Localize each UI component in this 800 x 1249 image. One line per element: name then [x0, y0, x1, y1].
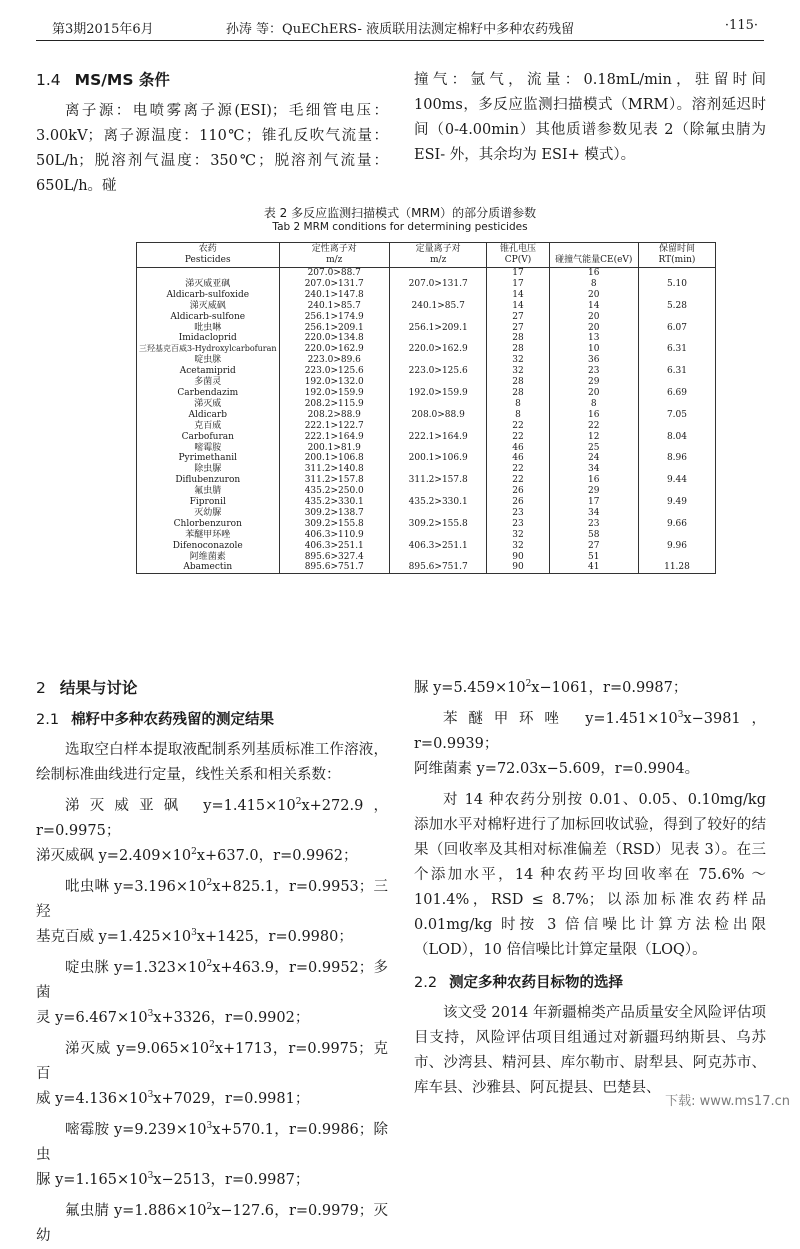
equation-text: 氟虫腈 $y=1.886\times 10^2x-127.6$，r=0.9979；灭幼: [36, 1202, 389, 1244]
table-header-row: [137, 243, 716, 268]
table-cell-ce: 8: [549, 399, 638, 410]
table-cell-ce: 22: [549, 421, 638, 432]
table-cell-qual: 406.3>251.1: [279, 541, 389, 552]
table-cell-qual: 256.1>209.1: [279, 323, 389, 334]
table-cell-quant: [389, 530, 486, 541]
table-cell-rt: 8.96: [638, 453, 715, 464]
table-cell-name: Pyrimethanil: [137, 453, 280, 464]
table-cell-qual: 192.0>132.0: [279, 377, 389, 388]
mrm-parameters-table: [136, 242, 716, 574]
table-cell-rt: [638, 268, 715, 279]
table-row: [137, 312, 716, 323]
table-row: [137, 388, 716, 399]
table-cell-ce: 20: [549, 323, 638, 334]
equation-text: 啶虫脒 $y=1.323\times 10^2x+463.9$，r=0.9952；多菌: [36, 959, 389, 1001]
table-cell-cv: 28: [487, 388, 549, 399]
table-cell-cv: 23: [487, 508, 549, 519]
ms-conditions-text: 离子源：电喷雾离子源(ESI)；毛细管电压：3.00kV；离子源温度：110℃；锥孔反吹气流量：50L/h；脱溶剂气温度：350℃；脱溶剂气流量：650L/h。碰: [36, 103, 388, 194]
table-cell-cv: 23: [487, 519, 549, 530]
table-cell-rt: 9.66: [638, 519, 715, 530]
table-cell-quant: [389, 443, 486, 454]
col-pesticides: 农药 Pesticides: [137, 243, 280, 268]
col-quantitative-ion: 定量离子对 m/z: [389, 243, 486, 268]
table-cell-ce: 10: [549, 344, 638, 355]
table-cell-cv: 8: [487, 399, 549, 410]
table-cell-ce: 14: [549, 301, 638, 312]
table-cell-qual: 240.1>85.7: [279, 301, 389, 312]
table-row: [137, 486, 716, 497]
table-cell-rt: [638, 312, 715, 323]
table-cell-qual: 220.0>162.9: [279, 344, 389, 355]
table-cell-rt: [638, 377, 715, 388]
table-cell-cv: 27: [487, 312, 549, 323]
table-cell-ce: 20: [549, 312, 638, 323]
table-cell-rt: [638, 552, 715, 563]
table-cell-rt: 5.28: [638, 301, 715, 312]
table-cell-qual: 208.2>88.9: [279, 410, 389, 421]
table-cell-quant: 311.2>157.8: [389, 475, 486, 486]
table-cell-ce: 13: [549, 333, 638, 344]
table-cell-qual: 200.1>106.8: [279, 453, 389, 464]
table-cell-qual: 222.1>164.9: [279, 432, 389, 443]
table-cell-quant: [389, 355, 486, 366]
equation-text: 基克百威 $y=1.425\times 10^3x+1425$，r=0.9980；: [36, 928, 353, 945]
col-cone-voltage: 锥孔电压 CP(V): [487, 243, 549, 268]
table-cell-cv: 8: [487, 410, 549, 421]
table-cell-quant: 208.0>88.9: [389, 410, 486, 421]
table-row: [137, 562, 716, 573]
table-cell-qual: 309.2>138.7: [279, 508, 389, 519]
table-row: [137, 399, 716, 410]
table-cell-ce: 12: [549, 432, 638, 443]
table-cell-quant: 223.0>125.6: [389, 366, 486, 377]
table-cell-name: Chlorbenzuron: [137, 519, 280, 530]
table-cell-quant: 222.1>164.9: [389, 432, 486, 443]
table-cell-name: 灭幼脲: [137, 508, 280, 519]
table-cell-name: 多菌灵: [137, 377, 280, 388]
table-cell-name: Diflubenzuron: [137, 475, 280, 486]
table-row: [137, 355, 716, 366]
table-row: [137, 475, 716, 486]
table-cell-quant: 240.1>85.7: [389, 301, 486, 312]
table-cell-name: 除虫脲: [137, 464, 280, 475]
table-cell-cv: 32: [487, 355, 549, 366]
table-cell-cv: 22: [487, 475, 549, 486]
page-number: ·115·: [724, 18, 758, 33]
table-cell-cv: 22: [487, 421, 549, 432]
equation-text: 苯醚甲环唑 $y=1.451\times 10^3x-3981$，r=0.9939；: [414, 710, 767, 752]
ms-conditions-continued: 撞气：氩气，流量：0.18mL/min，驻留时间 100ms，多反应监测扫描模式（MRM）。溶剂延迟时间（0-4.00min）其他质谱参数见表 2（除氟虫腈为 ESI- 外，其余均为 ESI+ 模式）。: [414, 72, 766, 163]
table-cell-rt: 6.07: [638, 323, 715, 334]
table-cell-quant: 200.1>106.9: [389, 453, 486, 464]
table-cell-rt: [638, 443, 715, 454]
table-cell-ce: 23: [549, 366, 638, 377]
table-cell-rt: 6.69: [638, 388, 715, 399]
site-watermark: 下载: www.ms17.cn: [665, 1094, 790, 1109]
table-cell-name: 嘧霉胺: [137, 443, 280, 454]
table-row: [137, 552, 716, 563]
table-cell-name: 涕灭威亚砜: [137, 279, 280, 290]
table-row: [137, 366, 716, 377]
section-1-4-heading: 1.4 MS/MS 条件: [36, 71, 170, 89]
table-cell-cv: 46: [487, 453, 549, 464]
table-row: [137, 290, 716, 301]
table-cell-ce: 29: [549, 377, 638, 388]
table-cell-ce: 25: [549, 443, 638, 454]
table-row: [137, 432, 716, 443]
table-cell-rt: 5.10: [638, 279, 715, 290]
table-cell-name: 涕灭威砜: [137, 301, 280, 312]
table-cell-qual: 207.0>88.7: [279, 268, 389, 279]
table-row: [137, 410, 716, 421]
table-cell-cv: 22: [487, 432, 549, 443]
table-cell-ce: 24: [549, 453, 638, 464]
table-body: [137, 268, 716, 574]
col-collision-energy: 碰撞气能量CE(eV): [549, 243, 638, 268]
table-cell-qual: 406.3>110.9: [279, 530, 389, 541]
table-cell-name: Aldicarb-sulfoxide: [137, 290, 280, 301]
equation-text: 威 $y=4.136\times 10^3x+7029$，r=0.9981；: [36, 1090, 310, 1107]
table-cell-ce: 51: [549, 552, 638, 563]
table-row: [137, 443, 716, 454]
table-cell-cv: 32: [487, 366, 549, 377]
col-retention-time: 保留时间 RT(min): [638, 243, 715, 268]
table-cell-name: 苯醚甲环唑: [137, 530, 280, 541]
table-cell-name: Imidacloprid: [137, 333, 280, 344]
table-cell-cv: 27: [487, 323, 549, 334]
table-cell-qual: 435.2>250.0: [279, 486, 389, 497]
table-cell-rt: [638, 486, 715, 497]
table-cell-quant: 256.1>209.1: [389, 323, 486, 334]
table-cell-cv: 32: [487, 530, 549, 541]
table-cell-cv: 22: [487, 464, 549, 475]
equation-text: 涕灭威 $y=9.065\times 10^2x+1713$，r=0.9975；克百: [36, 1040, 389, 1082]
table-cell-quant: 435.2>330.1: [389, 497, 486, 508]
table-cell-rt: 7.05: [638, 410, 715, 421]
equation-text: 阿维菌素 y=72.03x−5.609，r=0.9904。: [414, 761, 700, 777]
table-row: [137, 421, 716, 432]
col-qualitative-ion: 定性离子对 m/z: [279, 243, 389, 268]
table-cell-ce: 34: [549, 508, 638, 519]
table-cell-quant: 309.2>155.8: [389, 519, 486, 530]
section-2-heading: 2 结果与讨论: [36, 679, 138, 697]
target-selection-paragraph: 该文受 2014 年新疆棉类产品质量安全风险评估项目支持，风险评估项目组通过对新疆玛纳斯县、乌苏市、沙湾县、精河县、库尔勒市、尉犁县、阿克苏市、库车县、沙雅县、阿瓦提县、巴楚县、: [414, 1005, 766, 1096]
table-cell-quant: [389, 421, 486, 432]
section-2-1-heading: 2.1 棉籽中多种农药残留的测定结果: [36, 712, 275, 728]
table-cell-ce: 58: [549, 530, 638, 541]
table-row: [137, 344, 716, 355]
equation-text: 灵 $y=6.467\times 10^3x+3326$，r=0.9902；: [36, 1009, 310, 1026]
table-cell-qual: 240.1>147.8: [279, 290, 389, 301]
table-cell-qual: 895.6>751.7: [279, 562, 389, 573]
equation-text: 吡虫啉 $y=3.196\times 10^2x+825.1$，r=0.9953；三羟: [36, 878, 389, 920]
table-cell-ce: 41: [549, 562, 638, 573]
table-cell-ce: 16: [549, 268, 638, 279]
table-cell-qual: 208.2>115.9: [279, 399, 389, 410]
table-cell-cv: 28: [487, 344, 549, 355]
table-cell-ce: 17: [549, 497, 638, 508]
table-cell-quant: 406.3>251.1: [389, 541, 486, 552]
table-cell-name: 啶虫脒: [137, 355, 280, 366]
table-cell-qual: 311.2>157.8: [279, 475, 389, 486]
table-cell-name: Carbofuran: [137, 432, 280, 443]
table-cell-ce: 36: [549, 355, 638, 366]
table-cell-rt: 9.44: [638, 475, 715, 486]
section-2-2-heading: 2.2 测定多种农药目标物的选择: [414, 975, 624, 991]
table-cell-rt: [638, 421, 715, 432]
table-cell-name: 氟虫腈: [137, 486, 280, 497]
table-cell-rt: 11.28: [638, 562, 715, 573]
table-cell-rt: [638, 399, 715, 410]
table-cell-qual: 309.2>155.8: [279, 519, 389, 530]
table-cell-qual: 435.2>330.1: [279, 497, 389, 508]
table-cell-name: Aldicarb-sulfone: [137, 312, 280, 323]
table-row: [137, 497, 716, 508]
table-cell-rt: 6.31: [638, 366, 715, 377]
table-cell-quant: 220.0>162.9: [389, 344, 486, 355]
table-cell-name: Abamectin: [137, 562, 280, 573]
table-row: [137, 333, 716, 344]
table-cell-qual: 311.2>140.8: [279, 464, 389, 475]
equation-text: 脲 $y=1.165\times 10^3x-2513$，r=0.9987；: [36, 1171, 310, 1188]
table-cell-quant: 895.6>751.7: [389, 562, 486, 573]
table-cell-ce: 29: [549, 486, 638, 497]
table-row: [137, 268, 716, 279]
table-cell-rt: [638, 333, 715, 344]
table-row: [137, 541, 716, 552]
table-cell-quant: 192.0>159.9: [389, 388, 486, 399]
table-cell-ce: 23: [549, 519, 638, 530]
table-cell-ce: 8: [549, 279, 638, 290]
table-cell-name: Aldicarb: [137, 410, 280, 421]
table-cell-rt: [638, 530, 715, 541]
table-cell-cv: 17: [487, 279, 549, 290]
table-cell-ce: 20: [549, 290, 638, 301]
table-cell-rt: 9.96: [638, 541, 715, 552]
equation-text: 涕灭威砜 $y=2.409\times 10^2x+637.0$，r=0.9962；: [36, 847, 358, 864]
table-cell-name: Carbendazim: [137, 388, 280, 399]
running-title: 孙涛 等：QuEChERS- 液质联用法测定棉籽中多种农药残留: [225, 22, 575, 37]
recovery-paragraph: 对 14 种农药分别按 0.01、0.05、0.10mg/kg 添加水平对棉籽进行了加标回收试验，得到了较好的结果（回收率及其相对标准偏差（RSD）见表 3）。在三个添加水平，14 种农药平均回收率在 75.6% ～ 101.4%，RSD ≤ 8.7%；以添加标准农药样品 0.01mg/kg 时按 3 倍信噪比计算方法检出限（LOD），10 倍信噪比计算定量限（LOQ）。: [414, 792, 766, 958]
table-cell-name: 三羟基克百威3-Hydroxylcarbofuran: [137, 344, 280, 355]
table-row: [137, 508, 716, 519]
table-cell-qual: 223.0>125.6: [279, 366, 389, 377]
table-cell-ce: 20: [549, 388, 638, 399]
equation-text: 脲 $y=5.459\times 10^2x-1061$，r=0.9987；: [414, 679, 688, 696]
table-cell-qual: 192.0>159.9: [279, 388, 389, 399]
table-cell-quant: [389, 464, 486, 475]
table-cell-quant: [389, 290, 486, 301]
table-cell-qual: 256.1>174.9: [279, 312, 389, 323]
table-row: [137, 464, 716, 475]
table-cell-rt: 8.04: [638, 432, 715, 443]
table-cell-cv: 14: [487, 290, 549, 301]
table-cell-cv: 90: [487, 552, 549, 563]
table-row: [137, 301, 716, 312]
table-cell-qual: 200.1>81.9: [279, 443, 389, 454]
table-cell-quant: 207.0>131.7: [389, 279, 486, 290]
table-cell-rt: [638, 464, 715, 475]
table-cell-qual: 223.0>89.6: [279, 355, 389, 366]
table-cell-cv: 26: [487, 486, 549, 497]
table-cell-name: Fipronil: [137, 497, 280, 508]
table-row: [137, 519, 716, 530]
table-cell-cv: 17: [487, 268, 549, 279]
equation-text: 嘧霉胺 $y=9.239\times 10^3x+570.1$，r=0.9986；除虫: [36, 1121, 389, 1163]
table-cell-quant: [389, 399, 486, 410]
table-caption-cn: 表 2 多反应监测扫描模式（MRM）的部分质谱参数: [263, 206, 537, 220]
table-cell-rt: 9.49: [638, 497, 715, 508]
table-cell-quant: [389, 486, 486, 497]
table-cell-ce: 27: [549, 541, 638, 552]
table-cell-quant: [389, 268, 486, 279]
table-cell-ce: 16: [549, 410, 638, 421]
table-cell-name: 吡虫啉: [137, 323, 280, 334]
table-cell-name: 阿维菌素: [137, 552, 280, 563]
table-cell-rt: [638, 290, 715, 301]
table-cell-cv: 28: [487, 377, 549, 388]
table-row: [137, 323, 716, 334]
table-cell-ce: 34: [549, 464, 638, 475]
table-cell-quant: [389, 552, 486, 563]
table-cell-quant: [389, 333, 486, 344]
table-cell-quant: [389, 312, 486, 323]
table-cell-rt: [638, 355, 715, 366]
table-cell-qual: 222.1>122.7: [279, 421, 389, 432]
table-cell-qual: 220.0>134.8: [279, 333, 389, 344]
table-cell-rt: [638, 508, 715, 519]
results-right-column: [414, 676, 766, 1101]
table-cell-cv: 26: [487, 497, 549, 508]
section-1-4-right: [414, 68, 766, 168]
section-1-4-left: [36, 68, 388, 199]
issue-label: 第3期2015年6月: [52, 22, 154, 37]
table-cell-cv: 28: [487, 333, 549, 344]
table-cell-name: [137, 268, 280, 279]
table-cell-rt: 6.31: [638, 344, 715, 355]
table-cell-name: 克百威: [137, 421, 280, 432]
table-row: [137, 377, 716, 388]
table-caption-en: Tab 2 MRM conditions for determining pesticides: [272, 221, 528, 233]
table-cell-cv: 90: [487, 562, 549, 573]
running-header: [36, 14, 764, 41]
table-cell-quant: [389, 508, 486, 519]
table-cell-cv: 32: [487, 541, 549, 552]
results-left-column: [36, 676, 388, 1249]
table-row: [137, 530, 716, 541]
table-row: [137, 279, 716, 290]
equation-text: 涕灭威亚砜 $y=1.415\times 10^2x+272.9$，r=0.9975；: [36, 797, 389, 839]
table-cell-qual: 895.6>327.4: [279, 552, 389, 563]
table-cell-qual: 207.0>131.7: [279, 279, 389, 290]
table-cell-cv: 46: [487, 443, 549, 454]
table-cell-name: Acetamiprid: [137, 366, 280, 377]
table-cell-ce: 16: [549, 475, 638, 486]
table-cell-cv: 14: [487, 301, 549, 312]
table-cell-quant: [389, 377, 486, 388]
table-row: [137, 453, 716, 464]
table-cell-name: Difenoconazole: [137, 541, 280, 552]
calibration-intro: 选取空白样本提取液配制系列基质标准工作溶液，绘制标准曲线进行定量，线性关系和相关系数：: [36, 742, 388, 783]
table-cell-name: 涕灭威: [137, 399, 280, 410]
